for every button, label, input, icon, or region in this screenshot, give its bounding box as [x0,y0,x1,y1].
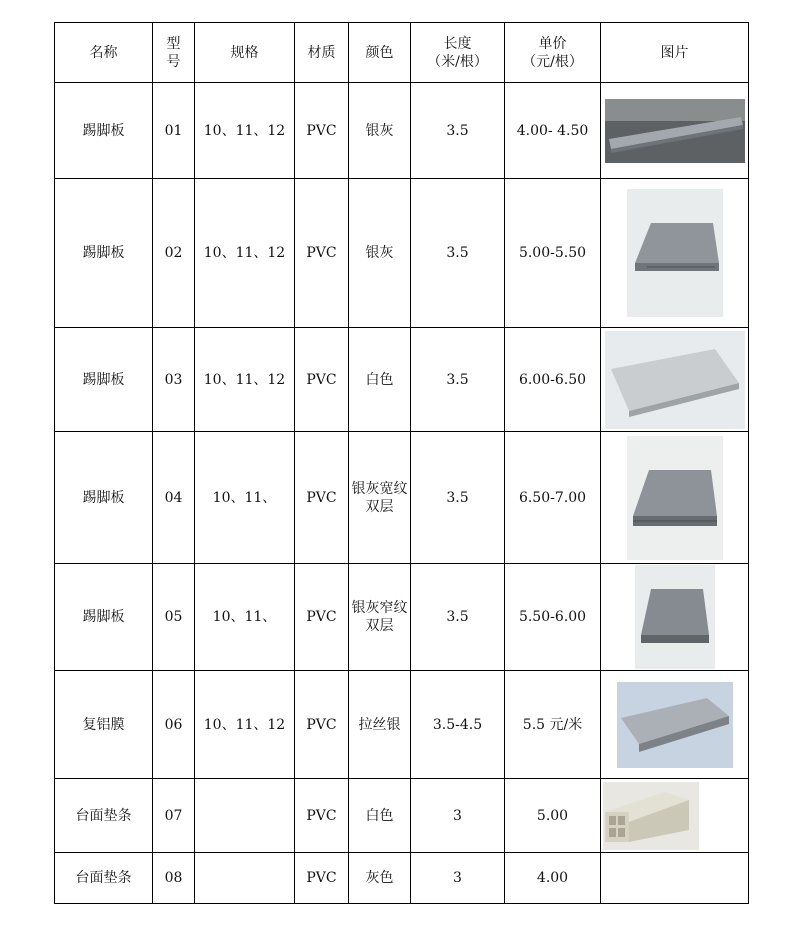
cell-price: 4.00 [505,853,601,904]
table-row [55,853,749,904]
cell-length: 3.5 [411,564,505,671]
header-image: 图片 [601,23,749,83]
cell-spec: 10、11、12 [195,83,295,179]
cell-spec: 10、11、 [195,564,295,671]
header-model-line2: 号 [166,53,181,70]
cell-name: 台面垫条 [55,779,153,853]
cell-material: PVC [295,564,349,671]
header-length-line1: 长度 [443,35,472,52]
cell-model: 02 [153,179,195,328]
header-model-line1: 型 [166,35,181,52]
table-row [55,779,749,853]
cell-photo [601,779,749,853]
table-row [55,564,749,671]
cell-price: 6.00-6.50 [505,328,601,432]
header-price-line2: （元/根） [522,53,583,70]
table-row [55,328,749,432]
cell-photo [601,432,749,564]
cell-color: 拉丝银 [349,671,411,779]
cell-name: 台面垫条 [55,853,153,904]
header-price [505,23,601,83]
cell-model: 08 [153,853,195,904]
silver-gray-skirting-board-photo [627,189,723,317]
table-header-row [55,23,749,83]
cell-color: 银灰 [349,83,411,179]
cell-length: 3 [411,853,505,904]
price-table [54,22,749,904]
cell-color: 银灰 [349,179,411,328]
wide-grain-skirting-board-photo [627,436,723,560]
table-row [55,432,749,564]
cell-name: 踢脚板 [55,179,153,328]
cell-material: PVC [295,83,349,179]
cell-price: 5.50-6.00 [505,564,601,671]
cell-material: PVC [295,432,349,564]
cell-spec [195,779,295,853]
cell-name: 复铝膜 [55,671,153,779]
cell-spec: 10、11、12 [195,179,295,328]
header-name: 名称 [55,23,153,83]
header-material: 材质 [295,23,349,83]
cell-spec: 10、11、12 [195,671,295,779]
cell-name: 踢脚板 [55,328,153,432]
cell-photo [601,179,749,328]
cell-price: 5.00-5.50 [505,179,601,328]
cell-model: 04 [153,432,195,564]
cell-name: 踢脚板 [55,432,153,564]
cell-color: 银灰宽纹双层 [349,432,411,564]
cell-photo [601,564,749,671]
cell-photo [601,671,749,779]
cell-model: 06 [153,671,195,779]
cell-length: 3 [411,779,505,853]
counter-pad-strip-photo [603,782,699,850]
silver-gray-skirting-board-photo [605,99,745,163]
cell-length: 3.5 [411,328,505,432]
cell-length: 3.5 [411,179,505,328]
header-color: 颜色 [349,23,411,83]
cell-price: 6.50-7.00 [505,432,601,564]
cell-material: PVC [295,179,349,328]
cell-name: 踢脚板 [55,564,153,671]
cell-spec: 10、11、 [195,432,295,564]
cell-material: PVC [295,671,349,779]
table-row [55,671,749,779]
cell-model: 05 [153,564,195,671]
white-skirting-board-photo [605,331,745,429]
cell-color: 银灰窄纹双层 [349,564,411,671]
cell-material: PVC [295,328,349,432]
cell-name: 踢脚板 [55,83,153,179]
cell-price: 5.00 [505,779,601,853]
cell-color: 白色 [349,328,411,432]
cell-color: 灰色 [349,853,411,904]
aluminum-film-board-photo [617,682,733,768]
table-row [55,179,749,328]
cell-spec: 10、11、12 [195,328,295,432]
header-length [411,23,505,83]
cell-material: PVC [295,779,349,853]
cell-length: 3.5 [411,432,505,564]
cell-photo-empty [601,853,749,904]
header-model [153,23,195,83]
cell-price: 5.5 元/米 [505,671,601,779]
table-row [55,83,749,179]
cell-length: 3.5-4.5 [411,671,505,779]
cell-model: 03 [153,328,195,432]
narrow-grain-skirting-board-photo [635,565,715,669]
cell-material: PVC [295,853,349,904]
cell-photo [601,83,749,179]
header-spec: 规格 [195,23,295,83]
cell-price: 4.00- 4.50 [505,83,601,179]
header-price-line1: 单价 [538,35,567,52]
cell-model: 01 [153,83,195,179]
cell-spec [195,853,295,904]
cell-length: 3.5 [411,83,505,179]
cell-color: 白色 [349,779,411,853]
cell-model: 07 [153,779,195,853]
cell-photo [601,328,749,432]
header-length-line2: （米/根） [427,53,488,70]
